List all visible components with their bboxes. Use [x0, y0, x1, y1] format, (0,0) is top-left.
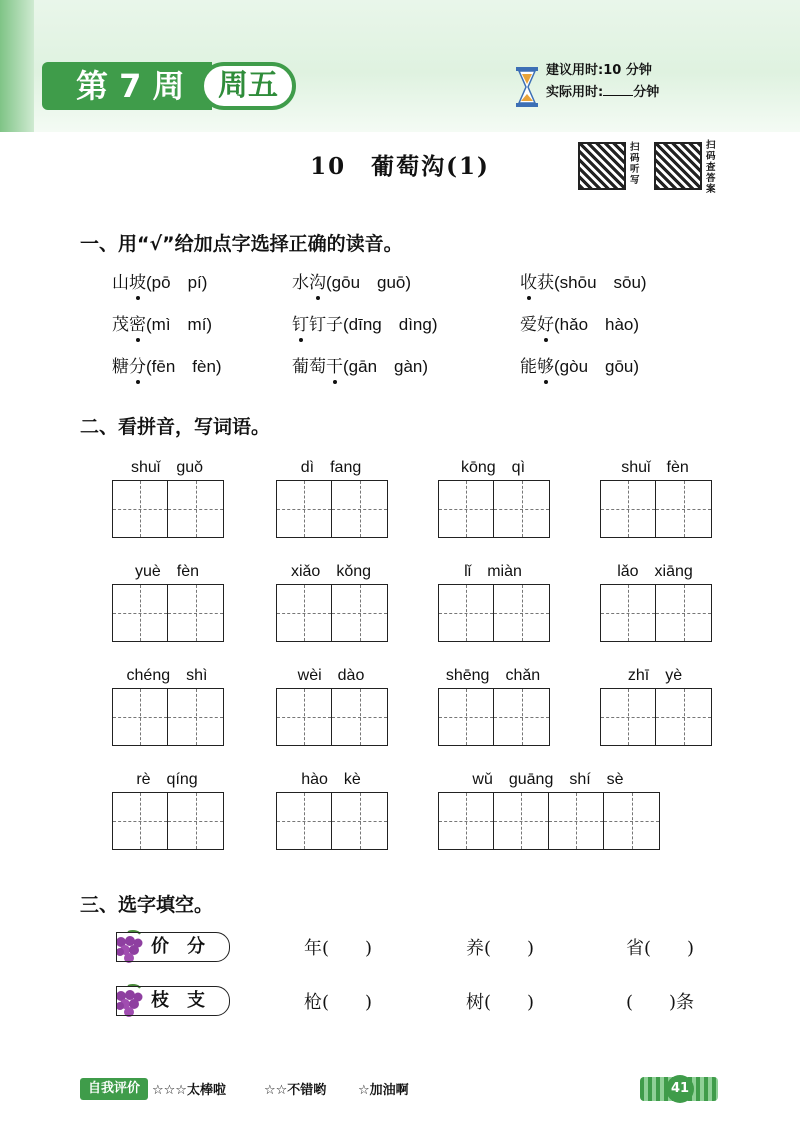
pinyin-label: wèi dào — [297, 667, 365, 684]
writing-cell[interactable] — [439, 481, 494, 537]
writing-cell[interactable] — [439, 585, 494, 641]
word-grid — [112, 766, 224, 850]
fill-blank[interactable]: 枪( ) — [304, 992, 373, 1013]
writing-cell[interactable] — [332, 793, 387, 849]
item-suffix: 获 — [537, 273, 554, 293]
item-prefix: 茂 — [112, 315, 129, 335]
pinyin-label: lǐ miàn — [464, 563, 522, 580]
pinyin-options[interactable]: (gān gàn) — [343, 357, 429, 376]
day-tab: 周五 — [200, 62, 296, 110]
qr-caption-answers — [706, 140, 718, 195]
fill-blank[interactable]: 树( ) — [466, 992, 535, 1013]
pinyin-label: chéng shì — [126, 667, 208, 684]
time-box — [528, 60, 678, 110]
pinyin-options[interactable]: (dīng dìng) — [343, 315, 438, 334]
reading-item — [112, 352, 222, 377]
actual-time — [528, 82, 678, 104]
item-suffix: 钉子 — [309, 315, 343, 335]
character-boxes — [600, 480, 712, 538]
writing-cell[interactable] — [604, 793, 659, 849]
character-boxes — [438, 792, 660, 850]
character-boxes — [600, 688, 712, 746]
pinyin-label: dì fang — [300, 459, 362, 476]
dotted-character: 沟 — [309, 273, 326, 293]
pinyin-label: kōng qì — [460, 459, 526, 476]
writing-cell[interactable] — [168, 481, 223, 537]
writing-cell[interactable] — [168, 689, 223, 745]
reading-item — [292, 352, 428, 377]
character-boxes — [438, 480, 550, 538]
fill-blank[interactable]: ( )条 — [626, 992, 695, 1013]
writing-cell[interactable] — [332, 481, 387, 537]
pinyin-options[interactable]: (mì mí) — [146, 315, 213, 334]
writing-cell[interactable] — [113, 481, 168, 537]
writing-cell[interactable] — [113, 585, 168, 641]
writing-cell[interactable] — [113, 689, 168, 745]
writing-cell[interactable] — [113, 793, 168, 849]
qr-caption-char: 码 — [706, 151, 716, 162]
self-eval-tag: 自我评价 — [80, 1078, 148, 1100]
header-edge — [0, 0, 34, 132]
week-tab: 第 7 周 — [42, 62, 212, 110]
item-prefix: 爱 — [520, 315, 537, 335]
word-grid — [438, 558, 550, 642]
writing-cell[interactable] — [494, 585, 549, 641]
qr-caption-char: 扫 — [706, 140, 716, 151]
writing-cell[interactable] — [656, 585, 711, 641]
dotted-character: 收 — [520, 273, 537, 293]
word-grid — [276, 766, 388, 850]
page-number: 41 — [666, 1075, 694, 1103]
character-boxes — [276, 584, 388, 642]
character-boxes — [112, 792, 224, 850]
item-prefix: 水 — [292, 273, 309, 293]
writing-cell[interactable] — [168, 793, 223, 849]
qr-caption-char: 答 — [706, 173, 716, 184]
qr-caption-listen — [630, 142, 642, 186]
dotted-character: 分 — [129, 357, 146, 377]
page-title: 10 葡萄沟(1) — [310, 153, 490, 180]
rating-keep-going[interactable]: ☆加油啊 — [358, 1083, 409, 1098]
word-grid — [438, 662, 550, 746]
writing-cell[interactable] — [494, 481, 549, 537]
character-boxes — [438, 584, 550, 642]
item-prefix: 能 — [520, 357, 537, 377]
reading-item — [520, 268, 647, 293]
choice-box-1: 价 分 — [116, 932, 230, 962]
writing-cell[interactable] — [332, 585, 387, 641]
writing-cell[interactable] — [549, 793, 604, 849]
reading-item — [112, 268, 207, 293]
writing-cell[interactable] — [277, 481, 332, 537]
rating-great[interactable]: ☆☆☆太棒啦 — [152, 1083, 226, 1098]
dotted-character: 够 — [537, 357, 554, 377]
fill-blank[interactable]: 年( ) — [304, 938, 373, 959]
pinyin-label: lǎo xiāng — [617, 563, 693, 580]
item-prefix: 山 — [112, 273, 129, 293]
actual-time-label: 实际用时: — [546, 85, 604, 100]
rating-good[interactable]: ☆☆不错哟 — [264, 1083, 327, 1098]
word-grid — [276, 454, 388, 538]
qr-caption-char: 案 — [706, 184, 716, 195]
qr-caption-char: 扫 — [630, 142, 640, 153]
word-grid — [600, 558, 712, 642]
dotted-character: 钉 — [292, 315, 309, 335]
dotted-character: 坡 — [129, 273, 146, 293]
pinyin-options[interactable]: (hǎo hào) — [554, 315, 640, 334]
writing-cell[interactable] — [277, 689, 332, 745]
section3-title: 三、选字填空。 — [80, 894, 214, 916]
pinyin-options[interactable]: (fēn fèn) — [146, 357, 222, 376]
section2-title: 二、看拼音，写词语。 — [80, 416, 271, 438]
dotted-character: 好 — [537, 315, 554, 335]
writing-cell[interactable] — [601, 481, 656, 537]
character-boxes — [112, 480, 224, 538]
reading-item — [292, 268, 411, 293]
word-grid — [112, 662, 224, 746]
writing-cell[interactable] — [494, 793, 549, 849]
qr-caption-char: 写 — [630, 175, 640, 186]
item-prefix: 糖 — [112, 357, 129, 377]
suggested-time: 建议用时:10 分钟 — [546, 63, 652, 78]
writing-cell[interactable] — [439, 793, 494, 849]
pinyin-options[interactable]: (pō pí) — [146, 273, 208, 292]
pinyin-label: shuǐ guǒ — [130, 459, 204, 476]
pinyin-options[interactable]: (gòu gōu) — [554, 357, 640, 376]
writing-cell[interactable] — [656, 481, 711, 537]
pinyin-label: shuǐ fèn — [621, 459, 689, 476]
writing-cell[interactable] — [494, 689, 549, 745]
writing-cell[interactable] — [656, 689, 711, 745]
word-grid — [276, 558, 388, 642]
pinyin-label: yuè fèn — [134, 563, 200, 580]
reading-item — [520, 352, 639, 377]
word-grid — [600, 454, 712, 538]
pinyin-label: wǔ guāng shí sè — [472, 771, 624, 788]
writing-cell[interactable] — [601, 585, 656, 641]
writing-cell[interactable] — [277, 793, 332, 849]
writing-cell[interactable] — [439, 689, 494, 745]
reading-item — [292, 310, 438, 335]
item-prefix: 葡萄 — [292, 357, 326, 377]
pinyin-label: xiǎo kǒng — [290, 563, 372, 580]
character-boxes — [276, 688, 388, 746]
word-grid — [438, 766, 660, 850]
pinyin-label: rè qíng — [136, 771, 198, 788]
actual-time-blank[interactable] — [603, 83, 633, 96]
reading-item — [520, 310, 639, 335]
pinyin-options[interactable]: (gōu guō) — [326, 273, 412, 292]
character-boxes — [276, 480, 388, 538]
fill-blank[interactable]: 省( ) — [626, 938, 695, 959]
dotted-character: 干 — [326, 357, 343, 377]
qr-code-listen[interactable] — [578, 142, 626, 190]
section1-title: 一、用“√”给加点字选择正确的读音。 — [80, 233, 403, 255]
qr-caption-char: 听 — [630, 164, 640, 175]
word-grid — [438, 454, 550, 538]
word-grid — [276, 662, 388, 746]
pinyin-label: hào kè — [301, 771, 361, 788]
writing-cell[interactable] — [277, 585, 332, 641]
actual-time-unit: 分钟 — [633, 85, 660, 100]
reading-item — [112, 310, 212, 335]
character-boxes — [276, 792, 388, 850]
word-grid — [600, 662, 712, 746]
choice-box-2: 枝 支 — [116, 986, 230, 1016]
pinyin-label: zhī yè — [627, 667, 683, 684]
character-boxes — [600, 584, 712, 642]
word-grid — [112, 454, 224, 538]
pinyin-options[interactable]: (shōu sōu) — [554, 273, 647, 292]
character-boxes — [112, 688, 224, 746]
writing-cell[interactable] — [601, 689, 656, 745]
fill-blank[interactable]: 养( ) — [466, 938, 535, 959]
writing-cell[interactable] — [332, 689, 387, 745]
dotted-character: 密 — [129, 315, 146, 335]
character-boxes — [112, 584, 224, 642]
qr-caption-char: 查 — [706, 162, 716, 173]
pinyin-label: shēng chǎn — [445, 667, 541, 684]
word-grid — [112, 558, 224, 642]
character-boxes — [438, 688, 550, 746]
writing-cell[interactable] — [168, 585, 223, 641]
qr-caption-char: 码 — [630, 153, 640, 164]
qr-code-answers[interactable] — [654, 142, 702, 190]
